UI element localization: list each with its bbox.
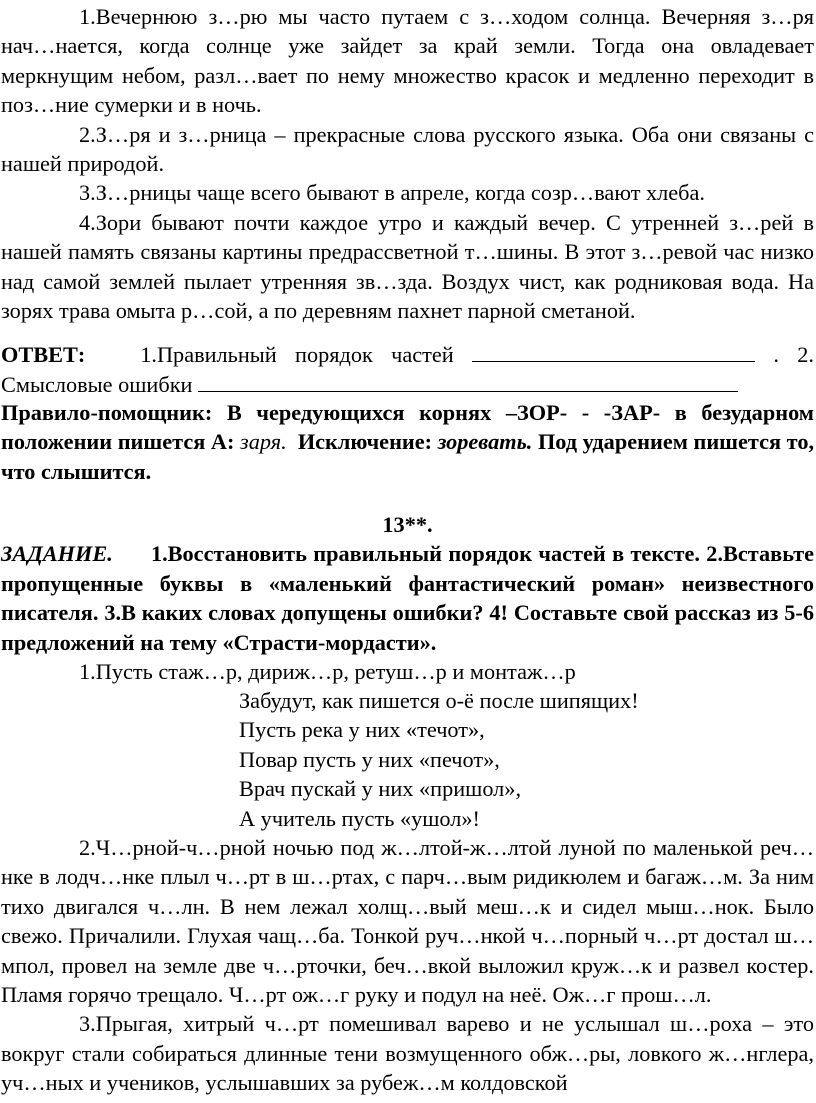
text2-paragraph-3: 3.Прыгая, хитрый ч…рт помешивал варево и не услышал ш…роха – это вокруг стали собираться длинные тени возмущенного обж…ры, ловкого ж…нглера, уч…ных и учеников, услышавших за рубеж…м колдовской xyxy=(1,1011,814,1096)
rule-paragraph xyxy=(1,398,814,486)
rule-example: заря. xyxy=(240,429,287,455)
poem xyxy=(239,686,639,833)
paragraph-4: 4.Зори бывают почти каждое утро и каждый вечер. С утренней з…рей в нашей память связаны картины предрассветной т…шины. В этот з…ревой час низко над самой землей пылает утренняя зв…зда. Воздух чист, как родниковая вода. На зорях трава омыта р…сой, а по деревням пахнет парной сметаной. xyxy=(1,209,814,324)
task-number: 13**. xyxy=(382,512,433,537)
rule-tail: Под ударением пишется то, что слышится. xyxy=(1,429,815,484)
answer-part-2-number: 2. xyxy=(797,342,815,367)
answer-line-1 xyxy=(1,339,814,369)
text-block-1 xyxy=(1,2,814,325)
answer-part-1: 1.Правильный порядок частей xyxy=(140,342,454,367)
task-paragraph xyxy=(1,539,814,657)
rule-label: Правило-помощник: xyxy=(1,400,213,425)
text-block-2-intro xyxy=(1,657,814,686)
rule-text: В чередующихся корнях –ЗОР- - -ЗАР- в безударном положении пишется А: xyxy=(1,400,814,455)
answer-separator: . xyxy=(773,342,779,367)
task-label: ЗАДАНИЕ. xyxy=(1,541,113,567)
poem-line: А учитель пусть «ушол»! xyxy=(239,805,480,831)
task-block xyxy=(1,510,814,657)
rule-exception-label: Исключение: xyxy=(297,429,433,455)
answer-part-2: Смысловые ошибки xyxy=(1,372,193,398)
rule-exception: зоревать. xyxy=(437,429,533,455)
text2-paragraph-1: 1.Пусть стаж…р, дириж…р, ретуш…р и монтаж…р xyxy=(79,659,576,684)
paragraph-2: 2.З…ря и з…рница – прекрасные слова русского языка. Оба они связаны с нашей природой. xyxy=(1,121,814,177)
task-text: 1.Восстановить правильный порядок частей в тексте. 2.Вставьте пропущенные буквы в «маленький фантастический роман» неизвестного писателя. 3.В каких словах допущены ошибки? 4! Составьте свой рассказ из 5-6 предложений на тему «Страсти-мордасти». xyxy=(1,541,814,655)
answer-line-2 xyxy=(1,369,814,399)
text-block-2 xyxy=(1,833,814,1098)
paragraph-1: 1.Вечернюю з…рю мы часто путаем с з…ходом солнца. Вечерняя з…ря нач…нается, когда солнце уже зайдет за край земли. Тогда она овладевает меркнущим небом, разл…вает по нему множество красок и медленно переходит в поз…ние сумерки и в ночь. xyxy=(1,4,814,118)
answer-label: ОТВЕТ: xyxy=(1,342,86,367)
rule-block xyxy=(1,398,814,486)
poem-line: Врач пускай у них «пришол», xyxy=(239,776,522,802)
poem-line: Повар пусть у них «печот», xyxy=(239,746,500,772)
answer-blank-2[interactable] xyxy=(198,369,738,392)
paragraph-3: 3.З…рницы чаще всего бывают в апреле, когда созр…вают хлеба. xyxy=(79,180,705,206)
poem-line: Забудут, как пишется о-ё после шипящих! xyxy=(239,688,639,713)
answer-block xyxy=(1,339,814,400)
text2-paragraph-2: 2.Ч…рной-ч…рной ночью под ж…лтой-ж…лтой луной по маленькой реч…нке в лодч…нке плыл ч…рт в ш…ртах, с парч…вым ридикюлем и багаж…м. За ним тихо двигался ч…лн. В нем лежал холщ…вый меш…к и сидел мыш…нок. Было свежо. Причалили. Глухая чащ…ба. Тонкой руч…нкой ч…порный ч…рт достал ш…мпол, провел на земле две ч…рточки, беч…вкой выложил круж…к и развел костер. Пламя горячо трещало. Ч…рт ож…г руку и подул на неё. Ож…г прош…л. xyxy=(1,835,814,1008)
poem-line: Пусть река у них «течот», xyxy=(239,717,485,743)
answer-blank-1[interactable] xyxy=(472,339,755,362)
